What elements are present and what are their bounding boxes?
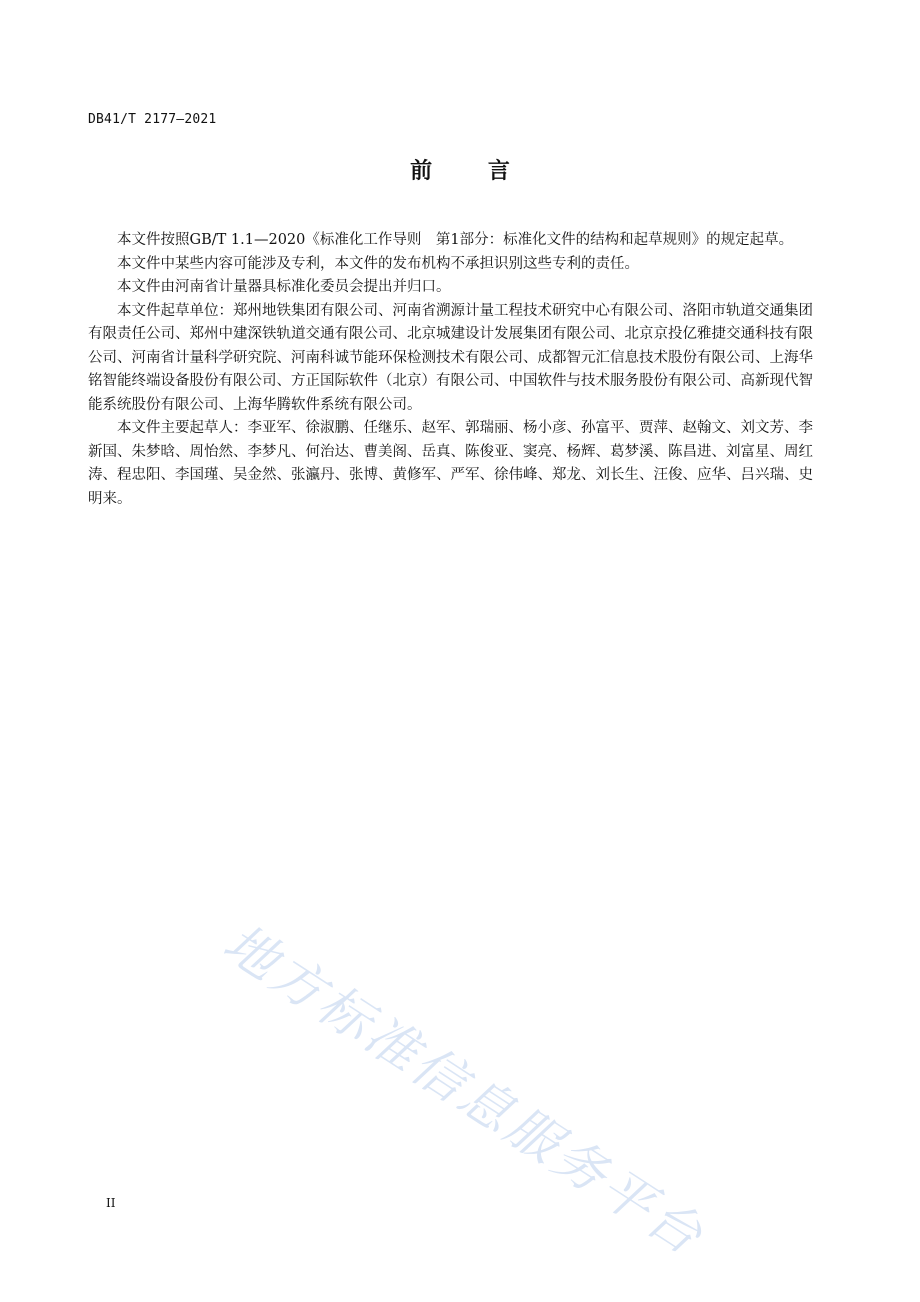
document-code: DB41/T 2177—2021 — [88, 112, 217, 127]
paragraph-drafting-units: 本文件起草单位：郑州地铁集团有限公司、河南省溯源计量工程技术研究中心有限公司、洛阳市轨道交通集团有限责任公司、郑州中建深铁轨道交通有限公司、北京城建设计发展集团有限公司、北京京投亿雅捷交通科技有限公司、河南省计量科学研究院、河南科诚节能环保检测技术有限公司、成都智元汇信息技术股份有限公司、上海华铭智能终端设备股份有限公司、方正国际软件（北京）有限公司、中国软件与技术服务股份有限公司、高新现代智能系统股份有限公司、上海华腾软件系统有限公司。 — [88, 302, 813, 413]
paragraph-patent-notice: 本文件中某些内容可能涉及专利，本文件的发布机构不承担识别这些专利的责任。 — [117, 255, 639, 272]
watermark: 地方标准信息服务平台 — [212, 912, 716, 1269]
paragraph-drafters: 本文件主要起草人：李亚军、徐淑鹏、任继乐、赵军、郭瑞丽、杨小彦、孙富平、贾萍、赵翰文、刘文芳、李新国、朱梦晗、周怡然、李梦凡、何治达、曹美阁、岳真、陈俊亚、窦亮、杨辉、葛梦溪、陈昌进、刘富星、周红涛、程忠阳、李国瑾、吴金然、张瀛丹、张博、黄修军、严军、徐伟峰、郑龙、刘长生、汪俊、应华、吕兴瑞、史明来。 — [88, 420, 813, 507]
paragraph-drafting-rules: 本文件按照GB/T 1.1—2020《标准化工作导则 第1部分：标准化文件的结构和起草规则》的规定起草。 — [117, 232, 794, 248]
paragraph-proposer: 本文件由河南省计量器具标准化委员会提出并归口。 — [117, 279, 451, 295]
page-title: 前 言 — [410, 159, 534, 184]
document-body — [88, 229, 813, 511]
page-number: II — [106, 1196, 116, 1210]
